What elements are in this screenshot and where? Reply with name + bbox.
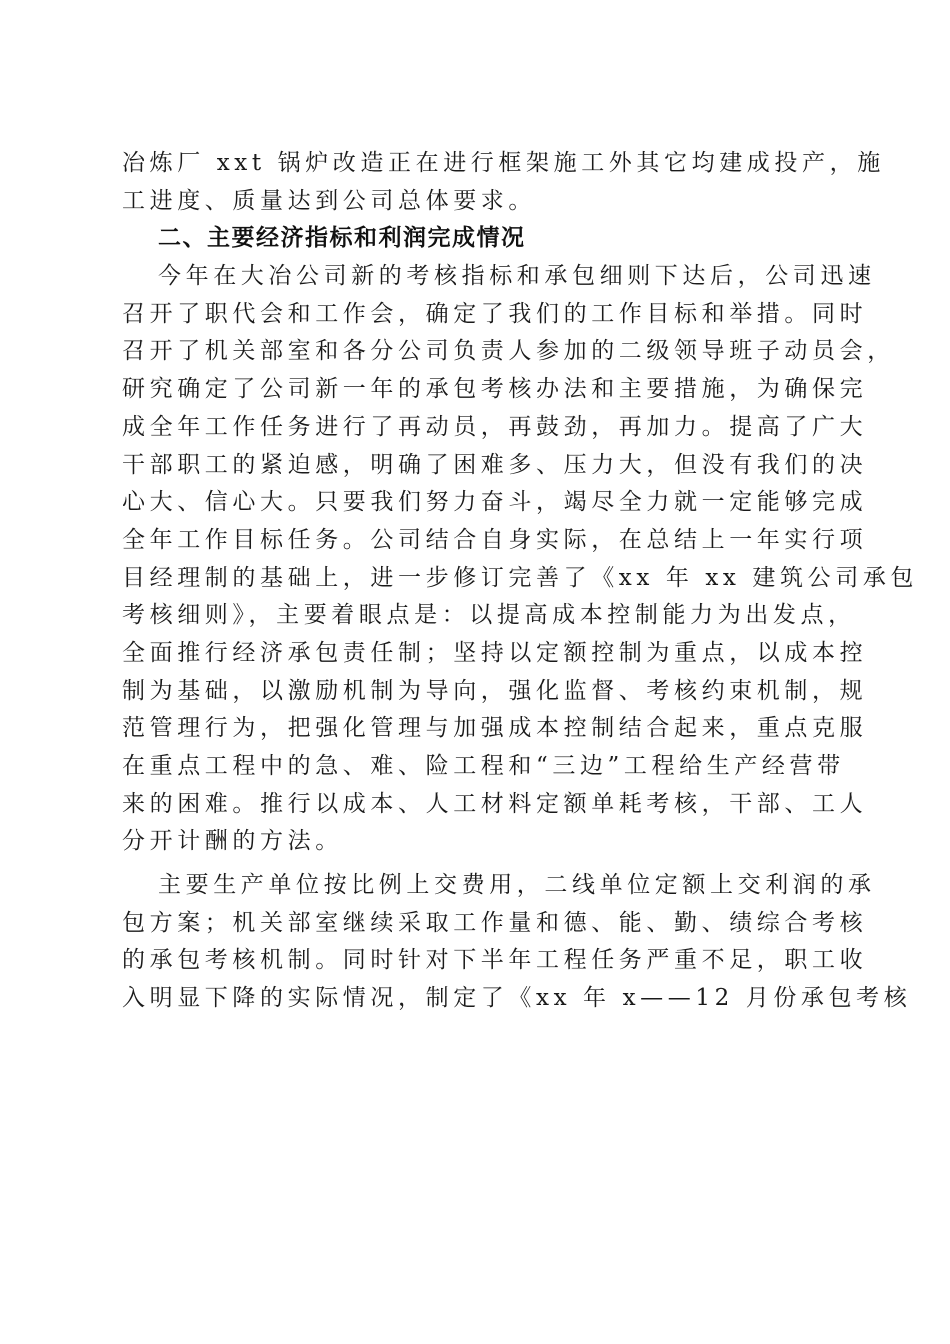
text-line: 召开了机关部室和各分公司负责人参加的二级领导班子动员会， xyxy=(122,338,895,365)
text-line: 来的困难。推行以成本、人工材料定额单耗考核，干部、工人 xyxy=(122,790,868,817)
section-heading: 二、主要经济指标和利润完成情况 xyxy=(158,225,526,252)
text-line: 心大、信心大。只要我们努力奋斗，竭尽全力就一定能够完成 xyxy=(122,489,868,516)
text-line: 考核细则》，主要着眼点是：以提高成本控制能力为出发点， xyxy=(122,602,856,629)
text-line: 成全年工作任务进行了再动员，再鼓劲，再加力。提高了广大 xyxy=(122,413,868,440)
text-line: 的承包考核机制。同时针对下半年工程任务严重不足，职工收 xyxy=(122,947,868,974)
text-line: 分开计酬的方法。 xyxy=(122,828,343,855)
text-line: 全年工作目标任务。公司结合自身实际，在总结上一年实行项 xyxy=(122,526,868,553)
text-line: 干部职工的紧迫感，明确了困难多、压力大，但没有我们的决 xyxy=(122,451,868,478)
paragraph-1 xyxy=(122,258,919,861)
paragraph-2 xyxy=(122,867,912,1018)
document-page xyxy=(122,145,919,1018)
text-line: 范管理行为，把强化管理与加强成本控制结合起来，重点克服 xyxy=(122,715,868,742)
text-line: 目经理制的基础上，进一步修订完善了《xx 年 xx 建筑公司承包 xyxy=(122,564,919,591)
text-line: 全面推行经济承包责任制；坚持以定额控制为重点，以成本控 xyxy=(122,639,868,666)
text-line: 工进度、质量达到公司总体要求。 xyxy=(122,187,536,214)
text-line: 冶炼厂 xxt 锅炉改造正在进行框架施工外其它均建成投产，施 xyxy=(122,150,885,176)
text-line: 制为基础，以激励机制为导向，强化监督、考核约束机制，规 xyxy=(122,677,868,704)
text-line: 召开了职代会和工作会，确定了我们的工作目标和举措。同时 xyxy=(122,300,868,327)
intro-paragraph xyxy=(122,145,885,220)
text-line: 在重点工程中的急、难、险工程和“三边”工程给生产经营带 xyxy=(122,753,845,779)
text-line: 主要生产单位按比例上交费用，二线单位定额上交利润的承 xyxy=(158,872,876,899)
text-line: 入明显下降的实际情况，制定了《xx 年 x——12 月份承包考核 xyxy=(122,985,912,1012)
text-line: 研究确定了公司新一年的承包考核办法和主要措施，为确保完 xyxy=(122,376,868,403)
text-line: 今年在大冶公司新的考核指标和承包细则下达后，公司迅速 xyxy=(158,263,876,290)
text-line: 包方案；机关部室继续采取工作量和德、能、勤、绩综合考核 xyxy=(122,909,868,936)
